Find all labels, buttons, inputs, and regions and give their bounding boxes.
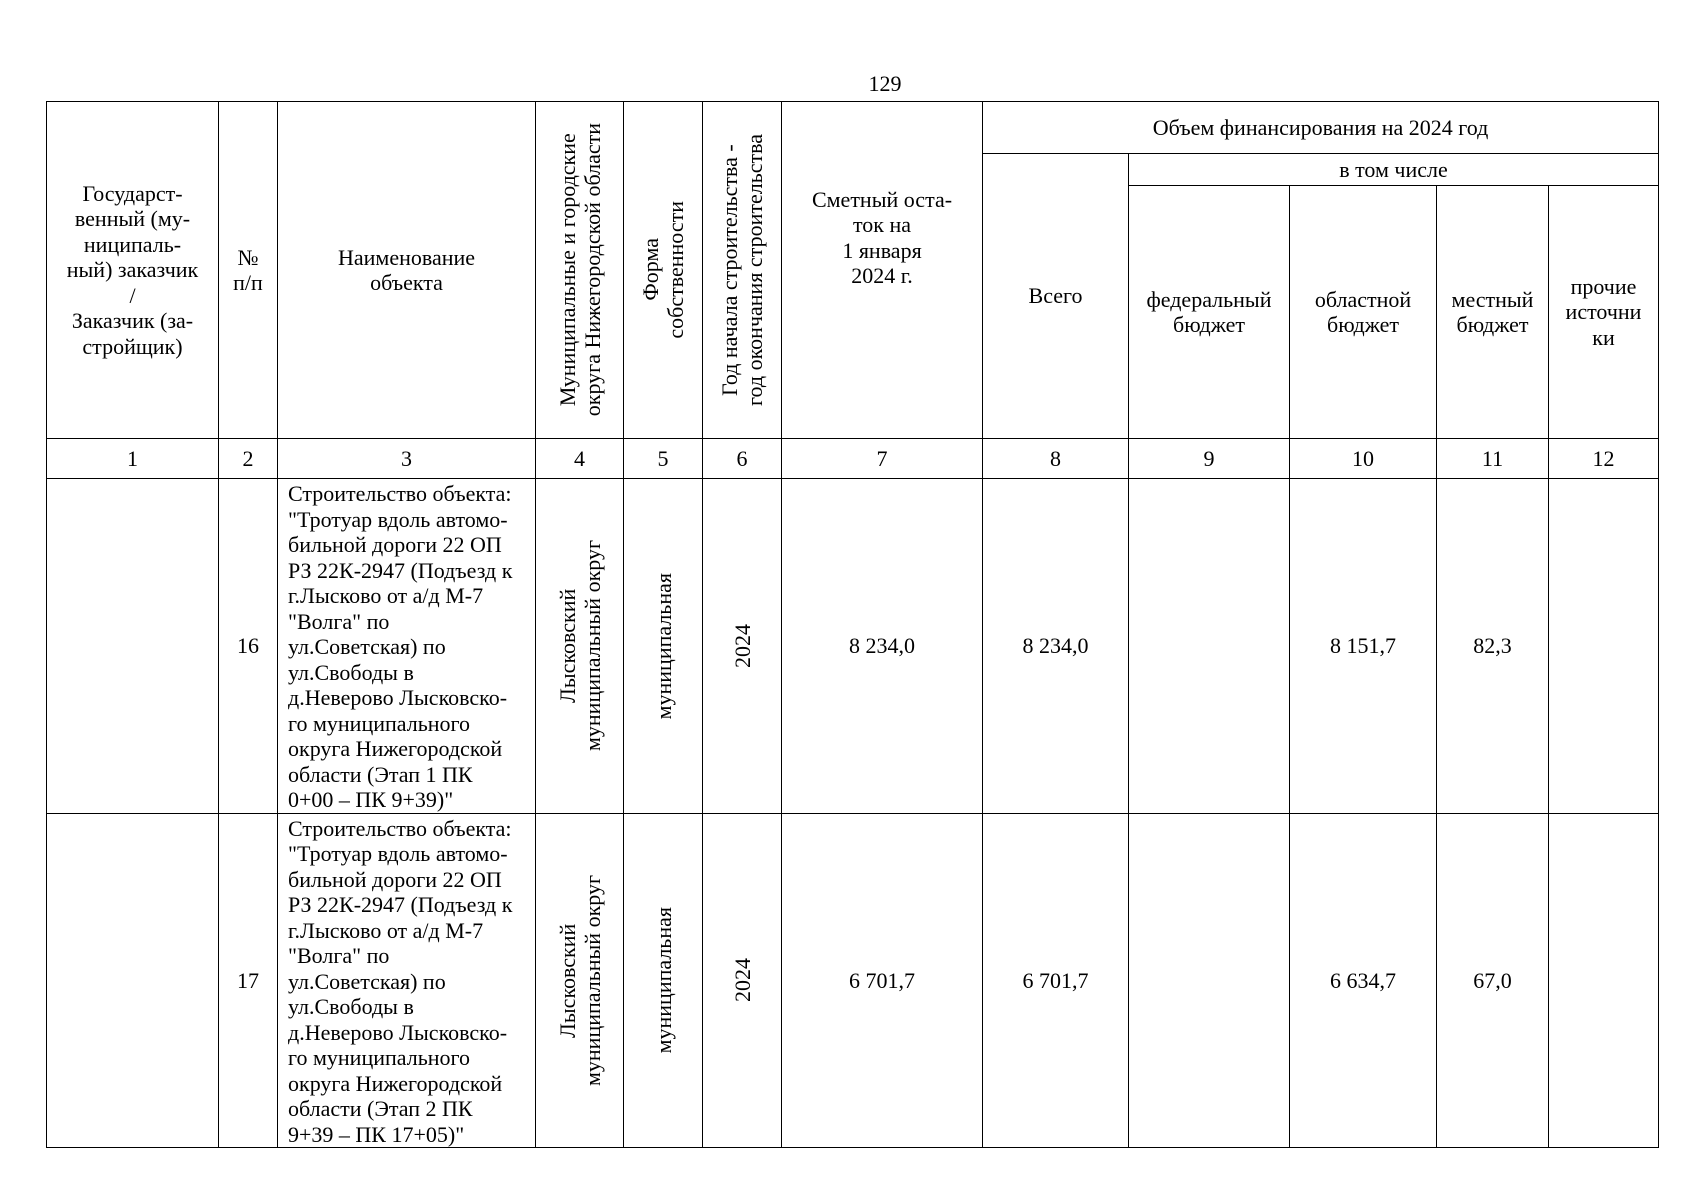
page-number: 129: [868, 71, 902, 96]
header-financing-text: Объем финансирования на 2024 год: [1152, 114, 1489, 140]
row-municipality-text: Лысковский муниципальный округ: [554, 874, 605, 1086]
header-customer: [47, 102, 219, 439]
header-object-name: [278, 102, 536, 439]
column-number: 2: [219, 439, 278, 479]
row-federal: [1129, 479, 1290, 814]
row-municipality: [536, 479, 624, 814]
row-years-text: 2024: [729, 623, 755, 668]
row-years: [703, 479, 782, 814]
column-number: 4: [536, 439, 624, 479]
header-total: [983, 154, 1129, 439]
header-years-text: Год начала строительства - год окончания строительства: [717, 134, 767, 406]
header-years: [703, 102, 782, 439]
column-number: 12: [1549, 439, 1659, 479]
header-federal: [1129, 186, 1290, 439]
row-years-text: 2024: [729, 958, 755, 1003]
header-municipality-text: Муниципальные и городские округа Нижегородской области: [554, 123, 605, 417]
row-number: 17: [219, 813, 278, 1148]
row-federal: [1129, 813, 1290, 1148]
row-ownership-text: муниципальная: [650, 907, 676, 1054]
header-municipality: [536, 102, 624, 439]
header-financing: [983, 102, 1659, 154]
row-local: 67,0: [1437, 813, 1549, 1148]
column-number: 9: [1129, 439, 1290, 479]
row-ownership-text: муниципальная: [650, 572, 676, 719]
row-ownership: [624, 813, 703, 1148]
column-number: 6: [703, 439, 782, 479]
row-municipality: [536, 813, 624, 1148]
header-estimated-balance-text: Сметный оста- ток на 1 января 2024 г.: [811, 186, 953, 288]
header-other-text: прочие источни ки: [1565, 273, 1642, 350]
header-including: [1129, 154, 1659, 186]
header-ownership: [624, 102, 703, 439]
header-local: [1437, 186, 1549, 439]
row-local: 82,3: [1437, 479, 1549, 814]
header-including-text: в том числе: [1339, 156, 1448, 182]
row-municipality-text: Лысковский муниципальный округ: [554, 540, 605, 752]
row-total: 6 701,7: [983, 813, 1129, 1148]
header-number: [219, 102, 278, 439]
column-number: 11: [1437, 439, 1549, 479]
row-estimated-balance: 6 701,7: [782, 813, 983, 1148]
row-object-name: Строительство объекта: "Тротуар вдоль автомо- бильной дороги 22 ОП РЗ 22К-2947 (Подъезд к г.Лысково от а/д М-7 "Волга" по ул.Советская) по ул.Свободы в д.Неверово Лысковско- го муниципального округа Нижегородской области (Этап 1 ПК 0+00 – ПК 9+39)": [278, 479, 536, 814]
column-number: 1: [47, 439, 219, 479]
row-estimated-balance: 8 234,0: [782, 479, 983, 814]
header-customer-text: Государст- венный (му- ниципаль- ный) заказчик / Заказчик (за- стройщик): [66, 180, 199, 359]
row-total: 8 234,0: [983, 479, 1129, 814]
header-estimated-balance: [782, 102, 983, 439]
column-number: 7: [782, 439, 983, 479]
header-other: [1549, 186, 1659, 439]
table-row: [47, 813, 1659, 1148]
row-customer: [47, 813, 219, 1148]
financing-table: [46, 101, 1659, 1148]
row-other: [1549, 479, 1659, 814]
header-row-1: [47, 102, 1659, 154]
row-regional: 6 634,7: [1290, 813, 1437, 1148]
header-total-text: Всего: [1028, 283, 1083, 309]
row-regional: 8 151,7: [1290, 479, 1437, 814]
row-object-name: Строительство объекта: "Тротуар вдоль автомо- бильной дороги 22 ОП РЗ 22К-2947 (Подъезд к г.Лысково от а/д М-7 "Волга" по ул.Советская) по ул.Свободы в д.Неверово Лысковско- го муниципального округа Нижегородской области (Этап 2 ПК 9+39 – ПК 17+05)": [278, 813, 536, 1148]
table-row: [47, 479, 1659, 814]
column-number: 10: [1290, 439, 1437, 479]
header-number-text: № п/п: [233, 244, 263, 295]
column-number: 8: [983, 439, 1129, 479]
column-numbers-row: [47, 439, 1659, 479]
header-object-name-text: Наименование объекта: [337, 244, 476, 295]
row-number: 16: [219, 479, 278, 814]
column-number: 3: [278, 439, 536, 479]
row-ownership: [624, 479, 703, 814]
header-federal-text: федеральный бюджет: [1146, 286, 1272, 337]
header-ownership-text: Форма собственности: [638, 201, 688, 339]
row-other: [1549, 813, 1659, 1148]
header-regional-text: областной бюджет: [1314, 286, 1412, 337]
header-local-text: местный бюджет: [1451, 286, 1534, 337]
header-regional: [1290, 186, 1437, 439]
row-years: [703, 813, 782, 1148]
row-customer: [47, 479, 219, 814]
column-number: 5: [624, 439, 703, 479]
